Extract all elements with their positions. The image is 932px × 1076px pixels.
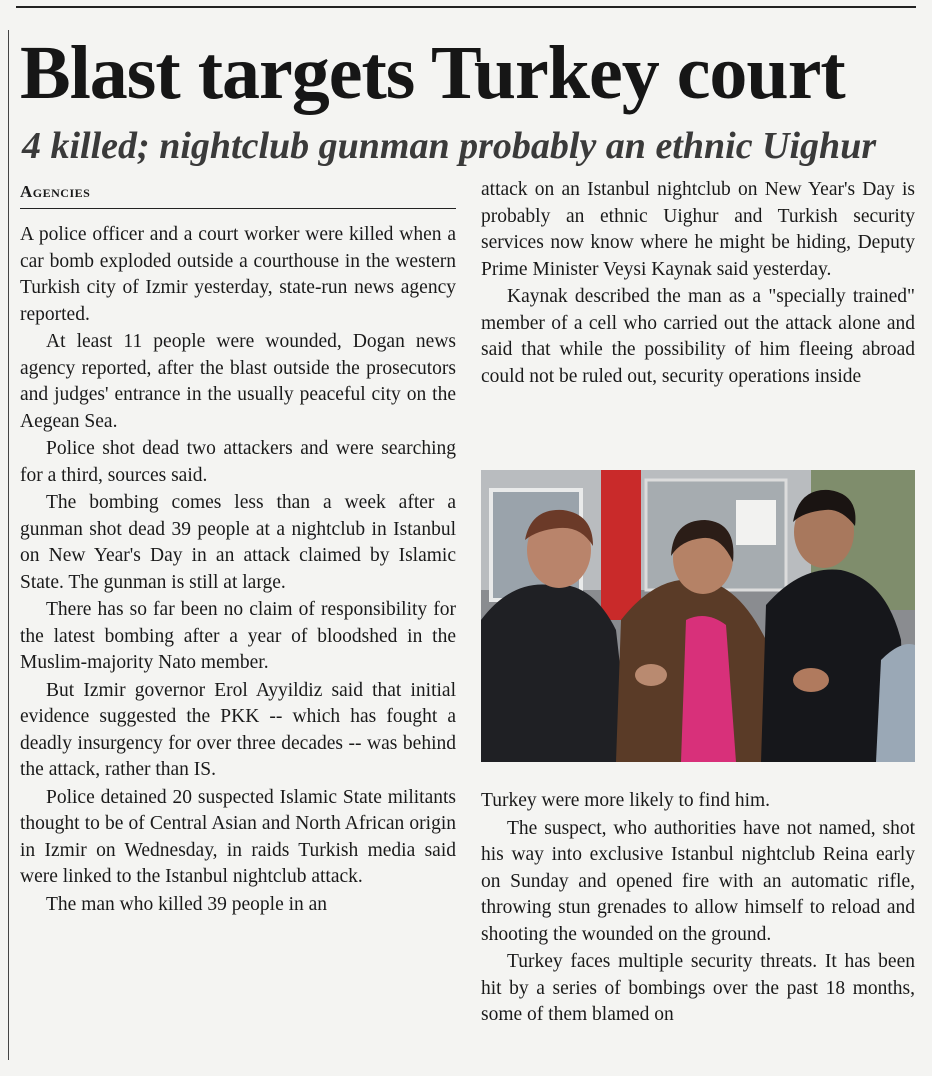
- paragraph: Police shot dead two attackers and were searching for a third, sources said.: [20, 438, 456, 486]
- paragraph: Police detained 20 suspected Islamic State militants thought to be of Central Asian and North African origin in Izmir on Wednesday, in raids Turkish media said were linked to the Istanbul nightclub attack.: [20, 786, 456, 887]
- paragraph: Kaynak described the man as a "specially trained" member of a cell who carried out the attack alone and said that while the possibility of him fleeing abroad could not be ruled out, security operations inside: [481, 286, 915, 387]
- article-column-right-bottom: [481, 788, 915, 1030]
- paragraph: But Izmir governor Erol Ayyildiz said that initial evidence suggested the PKK -- which has fought a deadly insurgency for over three decades -- was behind the attack, rather than IS.: [20, 679, 456, 780]
- paragraph: There has so far been no claim of responsibility for the latest bombing after a year of bloodshed in the Muslim-majority Nato member.: [20, 599, 456, 673]
- subheadline: 4 killed; nightclub gunman probably an ethnic Uighur: [22, 125, 877, 167]
- byline: Agencies: [20, 182, 456, 209]
- paragraph: Turkey were more likely to find him.: [481, 790, 771, 811]
- top-rule: [16, 6, 916, 8]
- news-photo: [481, 470, 915, 762]
- paragraph: Turkey faces multiple security threats. It has been hit by a series of bombings over the past 18 months, some of them blamed on: [481, 951, 915, 1025]
- article-column-left: [20, 222, 456, 919]
- paragraph: The suspect, who authorities have not named, shot his way into exclusive Istanbul nightclub Reina early on Sunday and opened fire with an automatic rifle, throwing stun grenades to allow himself to reload and shooting the wounded on the ground.: [481, 817, 915, 945]
- photo-illustration: [481, 470, 915, 762]
- paragraph: attack on an Istanbul nightclub on New Year's Day is probably an ethnic Uighur and Turkish security services now know where he might be hiding, Deputy Prime Minister Veysi Kaynak said yesterday.: [481, 179, 915, 280]
- headline: Blast targets Turkey court: [20, 31, 845, 115]
- article-column-right-top: [481, 177, 915, 391]
- paragraph: A police officer and a court worker were killed when a car bomb exploded outside a courthouse in the western Turkish city of Izmir yesterday, state-run news agency reported.: [20, 224, 456, 325]
- column-rule: [8, 30, 9, 1060]
- paragraph: The man who killed 39 people in an: [46, 893, 328, 915]
- paragraph: At least 11 people were wounded, Dogan news agency reported, after the blast outside the prosecutors and judges' entrance in the usually peaceful city on the Aegean Sea.: [20, 331, 456, 432]
- paragraph: The bombing comes less than a week after a gunman shot dead 39 people at a nightclub in Istanbul on New Year's Day in an attack claimed by Islamic State. The gunman is still at large.: [20, 492, 456, 593]
